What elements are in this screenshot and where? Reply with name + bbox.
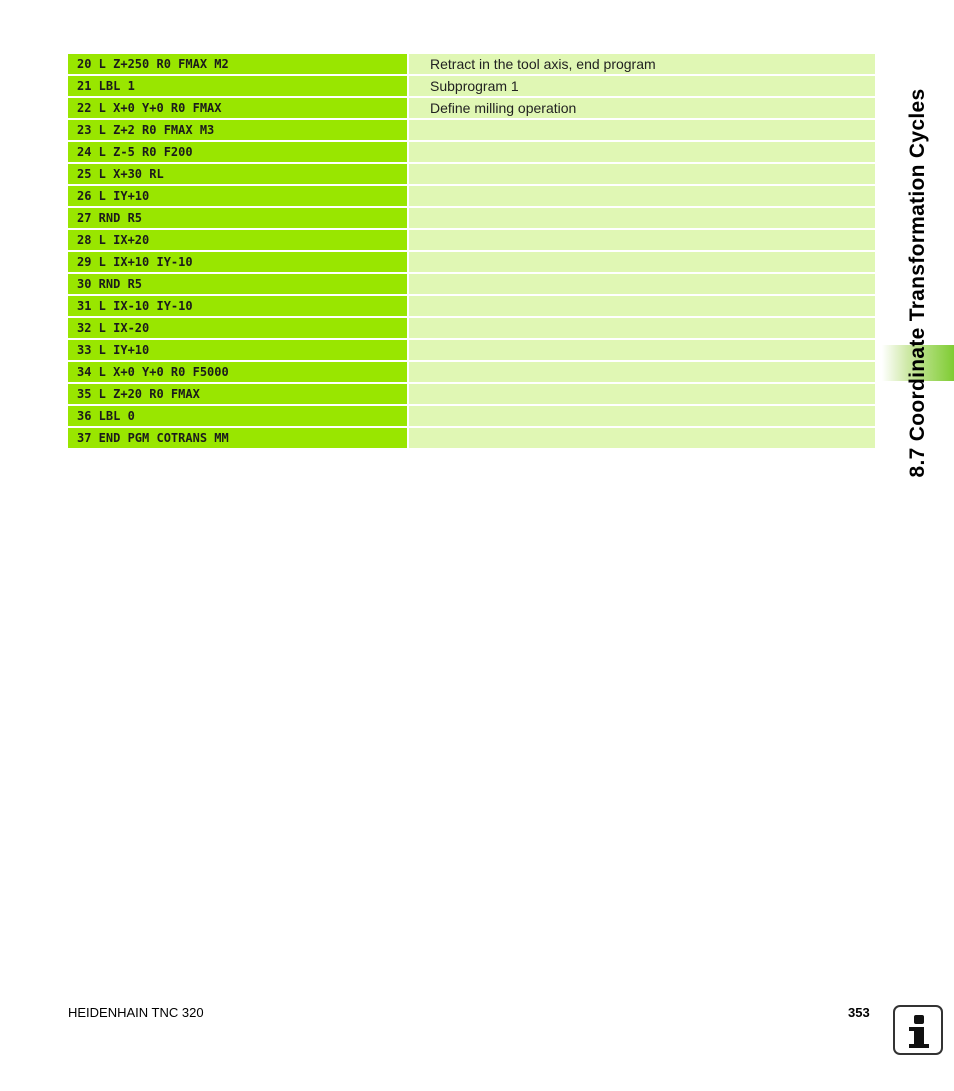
nc-comment-cell [409, 186, 875, 208]
page-number: 353 [848, 1005, 870, 1020]
footer-product: HEIDENHAIN TNC 320 [68, 1005, 204, 1020]
program-line-row [68, 208, 875, 230]
nc-comment-cell [409, 318, 875, 340]
nc-code-cell: 25 L X+30 RL [68, 164, 409, 186]
section-title: 8.7 Coordinate Transformation Cycles [906, 88, 929, 478]
program-listing-body [68, 54, 875, 450]
nc-comment-cell [409, 252, 875, 274]
nc-code-cell: 26 L IY+10 [68, 186, 409, 208]
program-line-row [68, 428, 875, 450]
program-line-row [68, 164, 875, 186]
nc-comment-cell: Define milling operation [409, 98, 875, 120]
nc-code-cell: 22 L X+0 Y+0 R0 FMAX [68, 98, 409, 120]
program-line-row [68, 296, 875, 318]
program-line-row [68, 142, 875, 164]
info-icon [893, 1005, 943, 1055]
nc-code-cell: 35 L Z+20 R0 FMAX [68, 384, 409, 406]
nc-comment-cell [409, 362, 875, 384]
program-line-row [68, 120, 875, 142]
nc-code-cell: 21 LBL 1 [68, 76, 409, 98]
nc-comment-cell [409, 164, 875, 186]
program-line-row [68, 230, 875, 252]
program-line-row [68, 186, 875, 208]
nc-comment-cell [409, 208, 875, 230]
nc-code-cell: 36 LBL 0 [68, 406, 409, 428]
nc-code-cell: 34 L X+0 Y+0 R0 F5000 [68, 362, 409, 384]
nc-code-cell: 28 L IX+20 [68, 230, 409, 252]
program-listing [68, 54, 875, 450]
program-line-row [68, 406, 875, 428]
nc-code-cell: 20 L Z+250 R0 FMAX M2 [68, 54, 409, 76]
program-line-row [68, 274, 875, 296]
nc-code-cell: 29 L IX+10 IY-10 [68, 252, 409, 274]
nc-comment-cell [409, 230, 875, 252]
nc-comment-cell [409, 384, 875, 406]
nc-code-cell: 24 L Z-5 R0 F200 [68, 142, 409, 164]
nc-comment-cell [409, 296, 875, 318]
program-line-row [68, 54, 875, 76]
nc-comment-cell [409, 406, 875, 428]
nc-code-cell: 23 L Z+2 R0 FMAX M3 [68, 120, 409, 142]
nc-comment-cell: Subprogram 1 [409, 76, 875, 98]
nc-code-cell: 27 RND R5 [68, 208, 409, 230]
nc-comment-cell [409, 340, 875, 362]
nc-code-cell: 37 END PGM COTRANS MM [68, 428, 409, 450]
program-line-row [68, 318, 875, 340]
program-line-row [68, 384, 875, 406]
nc-code-cell: 30 RND R5 [68, 274, 409, 296]
nc-comment-cell [409, 142, 875, 164]
nc-code-cell: 33 L IY+10 [68, 340, 409, 362]
program-line-row [68, 98, 875, 120]
nc-comment-cell [409, 120, 875, 142]
program-line-row [68, 340, 875, 362]
nc-code-cell: 31 L IX-10 IY-10 [68, 296, 409, 318]
nc-comment-cell [409, 428, 875, 450]
program-line-row [68, 76, 875, 98]
nc-code-cell: 32 L IX-20 [68, 318, 409, 340]
program-line-row [68, 362, 875, 384]
nc-comment-cell: Retract in the tool axis, end program [409, 54, 875, 76]
program-line-row [68, 252, 875, 274]
nc-comment-cell [409, 274, 875, 296]
